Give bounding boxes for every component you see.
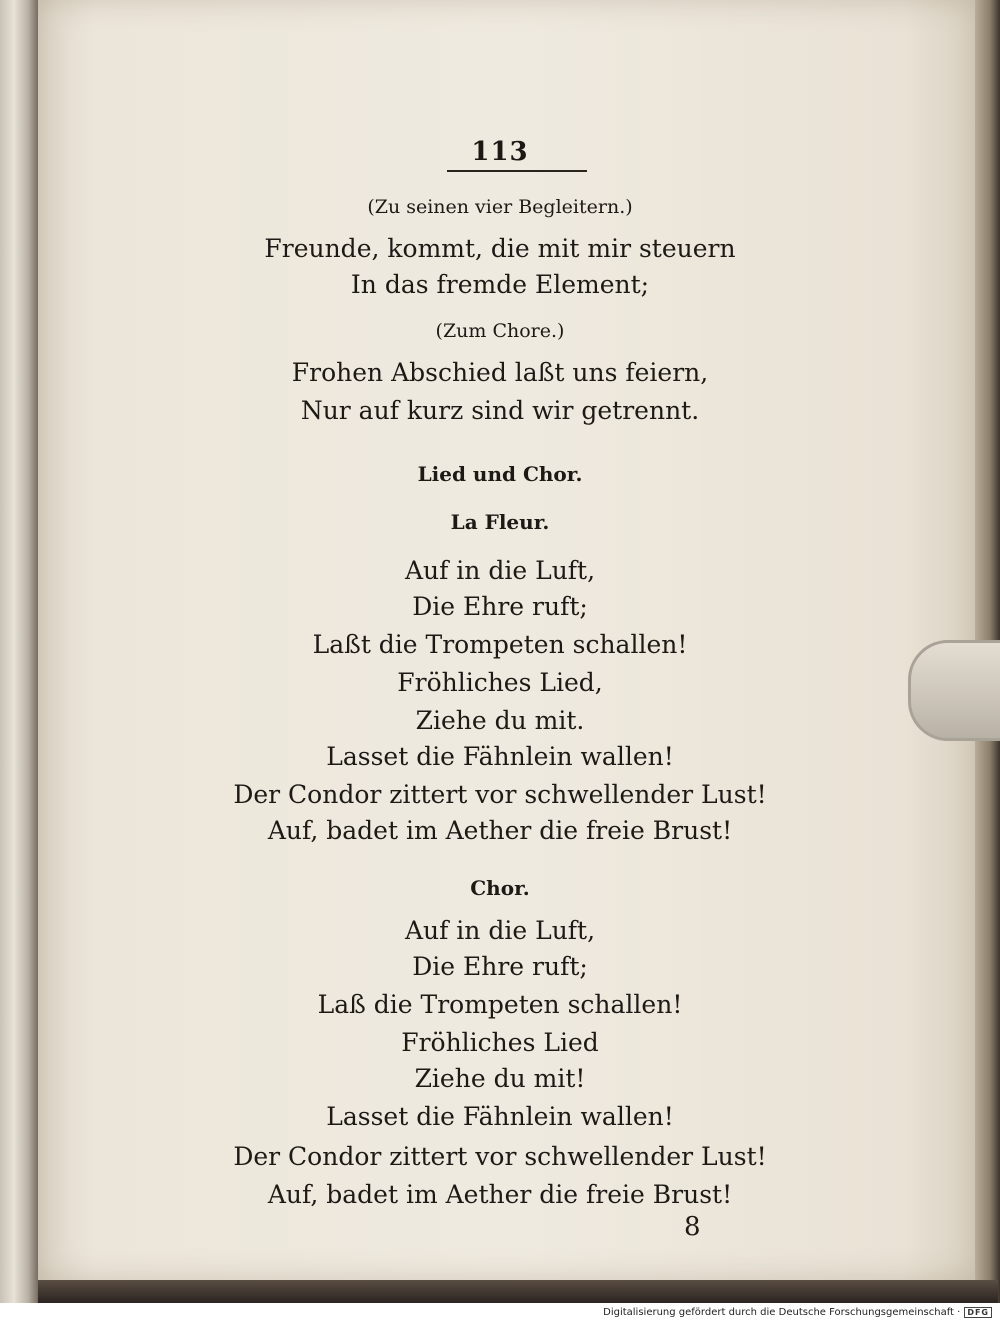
verse-line: Auf in die Luft,: [404, 916, 596, 945]
digitization-credit: [603, 1307, 992, 1318]
verse-line: Frohen Abschied laßt uns feiern,: [291, 358, 709, 387]
credit-text: Digitalisierung gefördert durch die Deutsche Forschungsgemeinschaft ·: [603, 1307, 961, 1318]
signature-mark: 8: [684, 1212, 701, 1242]
verse-line: Laßt die Trompeten schallen!: [312, 630, 688, 659]
bottom-shadow: [38, 1280, 998, 1303]
verse-line: Auf in die Luft,: [404, 556, 596, 585]
verse-line: Fröhliches Lied,: [397, 668, 603, 697]
verse-line: Fröhliches Lied: [401, 1028, 599, 1057]
dfg-logo-icon: DFG: [964, 1307, 992, 1318]
verse-line: Ziehe du mit.: [415, 706, 585, 735]
page-number: 113: [471, 137, 529, 167]
verse-line: Auf, badet im Aether die freie Brust!: [267, 1180, 733, 1209]
verse-line: Ziehe du mit!: [414, 1064, 586, 1093]
speaker-heading: La Fleur.: [450, 510, 550, 534]
verse-line: Der Condor zittert vor schwellender Lust!: [233, 780, 767, 809]
section-heading: Lied und Chor.: [417, 462, 583, 486]
verse-line: In das fremde Element;: [350, 270, 650, 299]
verse-line: Die Ehre ruft;: [412, 592, 588, 621]
verse-line: Die Ehre ruft;: [412, 952, 588, 981]
speaker-heading: Chor.: [470, 876, 530, 900]
stage-direction: (Zu seinen vier Begleitern.): [367, 196, 633, 218]
verse-line: Laß die Trompeten schallen!: [317, 990, 683, 1019]
verse-line: Lasset die Fähnlein wallen!: [326, 1102, 674, 1131]
verse-line: Freunde, kommt, die mit mir steuern: [264, 234, 736, 263]
stage-direction: (Zum Chore.): [435, 320, 565, 342]
verse-line: Lasset die Fähnlein wallen!: [326, 742, 674, 771]
verse-line: Auf, badet im Aether die freie Brust!: [267, 816, 733, 845]
header-rule: [447, 170, 587, 172]
verse-line: Der Condor zittert vor schwellender Lust!: [233, 1142, 767, 1171]
verse-line: Nur auf kurz sind wir getrennt.: [300, 396, 700, 425]
